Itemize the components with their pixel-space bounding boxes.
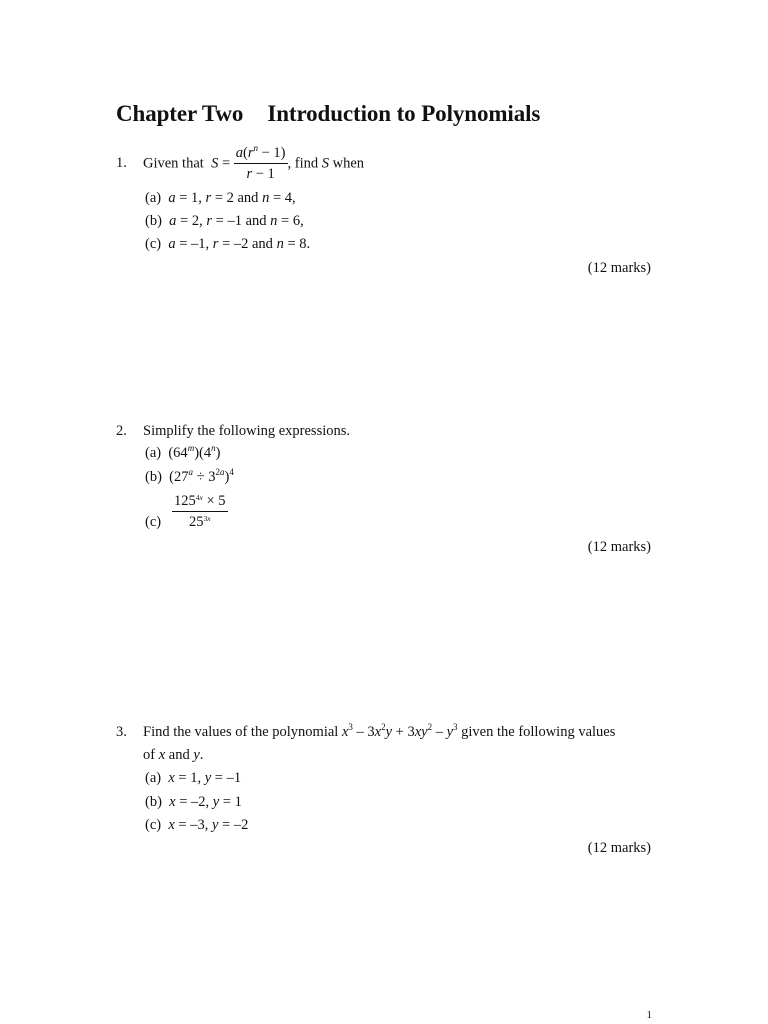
question-3-marks: (12 marks) — [587, 840, 651, 856]
question-3-polynomial: $x^3 - 3x^2y + 3xy^2 - y^3$ — [341, 722, 458, 740]
question-1-stem: Given that S = $\frac{a(r^n - 1)}{r - 1}$ , find S when — [143, 143, 365, 183]
question-3-stem — [143, 722, 616, 740]
question-3-part-a: (a) x = 1, y = –1 — [145, 770, 242, 786]
part-label: (c) — [145, 513, 162, 530]
question-1-formula: $\frac{a(r^n - 1)}{r - 1}$ — [235, 143, 286, 183]
question-1-part-a: (a) a = 1, r = 2 and n = 4, — [145, 190, 296, 206]
part-label: (b) — [145, 794, 162, 810]
question-2-stem: Simplify the following expressions. — [143, 423, 351, 439]
question-3-stem-prefix: Find the values of the polynomial — [143, 724, 339, 740]
question-3-part-c: (c) x = –3, y = –2 — [145, 817, 249, 833]
part-label: (b) — [145, 469, 162, 485]
part-label: (a) — [145, 190, 162, 206]
question-2-part-a: (a) (64$^m$)(4$^n$) — [145, 443, 221, 461]
page-number: 1 — [646, 1009, 652, 1021]
part-label: (c) — [145, 236, 162, 252]
question-2-part-c-fraction: $\frac{125^{4x} \times 5}{25^{3x}}$ — [173, 493, 226, 531]
question-3-part-b: (b) x = –2, y = 1 — [145, 794, 242, 810]
chapter-topic: Introduction to Polynomials — [267, 101, 541, 126]
question-2-marks: (12 marks) — [587, 539, 651, 555]
question-1-part-b: (b) a = 2, r = –1 and n = 6, — [145, 213, 304, 229]
question-1-stem-suffix: , find — [287, 155, 319, 172]
question-2-part-b: (b) $(27^a \div 3^{2a})^4$ — [145, 467, 234, 485]
question-2-number: 2. — [116, 423, 127, 439]
part-label: (a) — [145, 445, 162, 461]
chapter-title — [116, 101, 540, 127]
question-1-stem-end: when — [332, 155, 365, 172]
part-label: (b) — [145, 213, 162, 229]
question-1-number: 1. — [116, 155, 127, 171]
question-1-stem-var: S — [321, 155, 329, 172]
question-3-stem-line2: of x and y. — [143, 747, 204, 763]
chapter-label: Chapter Two — [116, 101, 244, 126]
question-1-marks: (12 marks) — [587, 260, 651, 276]
part-label: (a) — [145, 770, 162, 786]
question-1-stem-prefix: Given that — [143, 155, 204, 172]
part-label: (c) — [145, 817, 162, 833]
question-3-number: 3. — [116, 724, 127, 740]
question-1-part-c: (c) a = –1, r = –2 and n = 8. — [145, 236, 311, 252]
question-2-part-c — [145, 494, 228, 530]
question-3-stem-suffix: given the following values — [461, 724, 616, 740]
